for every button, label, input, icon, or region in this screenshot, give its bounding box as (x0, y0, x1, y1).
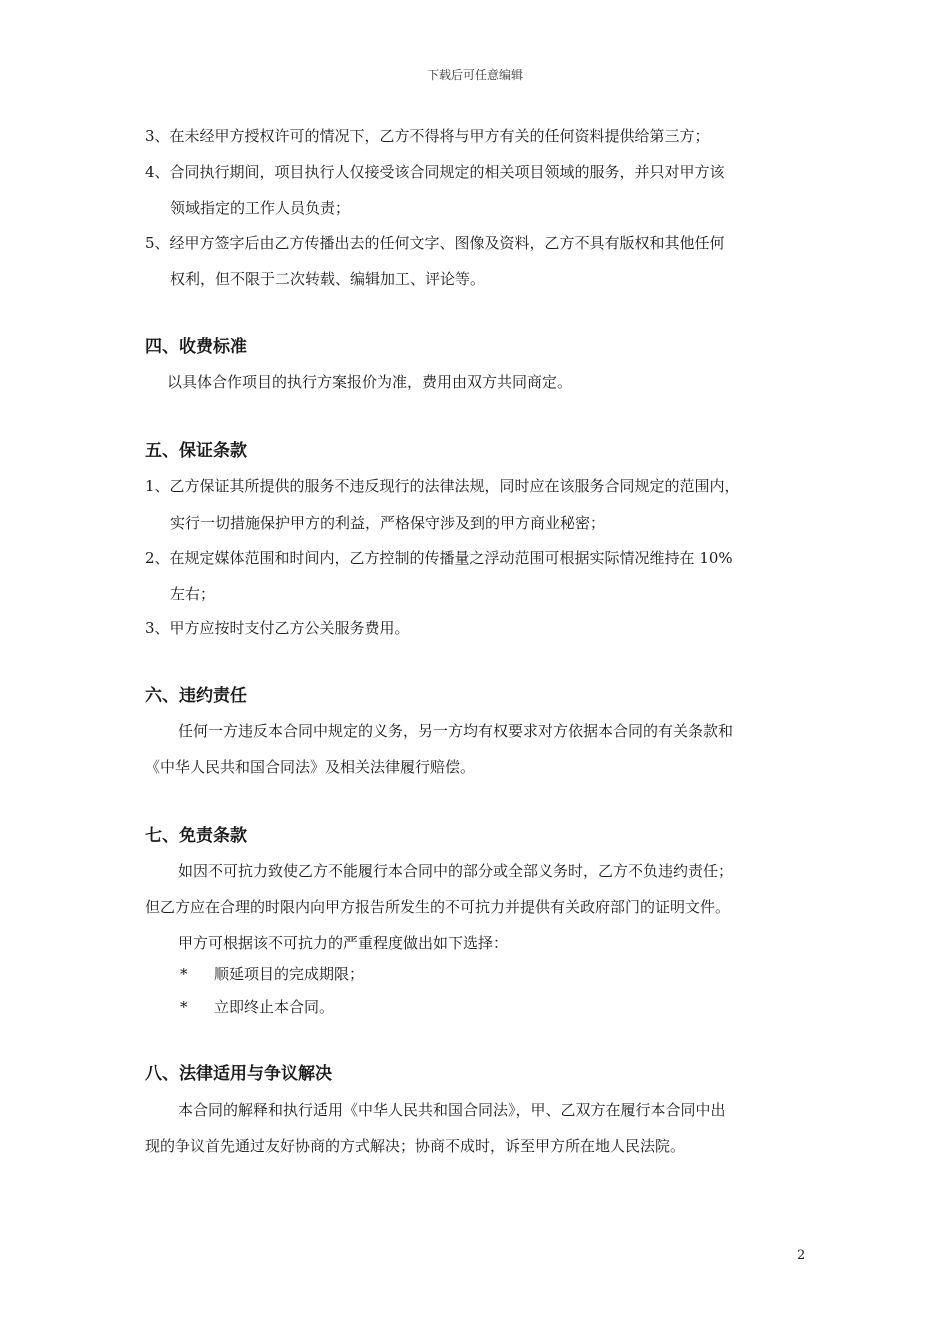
section-8-title: 八、法律适用与争议解决 (145, 1064, 332, 1084)
section-7-title: 七、免责条款 (145, 826, 247, 846)
section-7-line-3: 甲方可根据该不可抗力的严重程度做出如下选择： (178, 934, 509, 952)
page-number: 2 (797, 1248, 806, 1263)
clause-3-item-4-line-2: 领域指定的工作人员负责； (170, 199, 351, 217)
section-6-title: 六、违约责任 (145, 686, 247, 706)
section-7-option-2-text: 立即终止本合同。 (214, 998, 335, 1016)
section-5-item-1-line-2: 实行一切措施保护甲方的利益，严格保守涉及到的甲方商业秘密； (170, 514, 606, 532)
section-6-line-1: 任何一方违反本合同中规定的义务，另一方均有权要求对方依据本合同的有关条款和 (178, 722, 734, 740)
section-7-option-1 (180, 964, 364, 984)
section-4-body: 以具体合作项目的执行方案报价为准，费用由双方共同商定。 (167, 373, 573, 391)
bullet-star-icon: * (180, 998, 188, 1016)
section-5-item-2-line-2: 左右； (170, 585, 216, 603)
page-header-note: 下载后可任意编辑 (426, 68, 523, 82)
section-5-title: 五、保证条款 (145, 441, 247, 461)
section-4-title: 四、收费标准 (145, 337, 247, 357)
bullet-star-icon: * (180, 965, 188, 983)
section-5-item-1-line-1: 1、乙方保证其所提供的服务不违反现行的法律法规，同时应在该服务合同规定的范围内， (145, 477, 740, 495)
section-7-option-2 (180, 997, 334, 1017)
section-7-line-1: 如因不可抗力致使乙方不能履行本合同中的部分或全部义务时，乙方不负违约责任； (178, 862, 734, 880)
clause-3-item-5-line-1: 5、经甲方签字后由乙方传播出去的任何文字、图像及资料，乙方不具有版权和其他任何 (145, 234, 725, 252)
clause-3-item-4-line-1: 4、合同执行期间，项目执行人仅接受该合同规定的相关项目领域的服务，并只对甲方该 (145, 163, 725, 181)
section-8-line-2: 现的争议首先通过友好协商的方式解决；协商不成时，诉至甲方所在地人民法院。 (145, 1137, 686, 1155)
clause-3-item-5-line-2: 权利，但不限于二次转载、编辑加工、评论等。 (170, 270, 486, 288)
section-7-option-1-text: 顺延项目的完成期限； (214, 965, 365, 983)
clause-3-item-3: 3、在未经甲方授权许可的情况下，乙方不得将与甲方有关的任何资料提供给第三方； (145, 127, 710, 145)
section-6-line-2: 《中华人民共和国合同法》及相关法律履行赔偿。 (145, 758, 476, 776)
section-7-line-2: 但乙方应在合理的时限内向甲方报告所发生的不可抗力并提供有关政府部门的证明文件。 (145, 898, 731, 916)
section-5-item-2-line-1: 2、在规定媒体范围和时间内，乙方控制的传播量之浮动范围可根据实际情况维持在 10% (145, 549, 733, 567)
section-8-line-1: 本合同的解释和执行适用《中华人民共和国合同法》，甲、乙双方在履行本合同中出 (178, 1101, 726, 1119)
section-5-item-3: 3、甲方应按时支付乙方公关服务费用。 (145, 619, 410, 637)
